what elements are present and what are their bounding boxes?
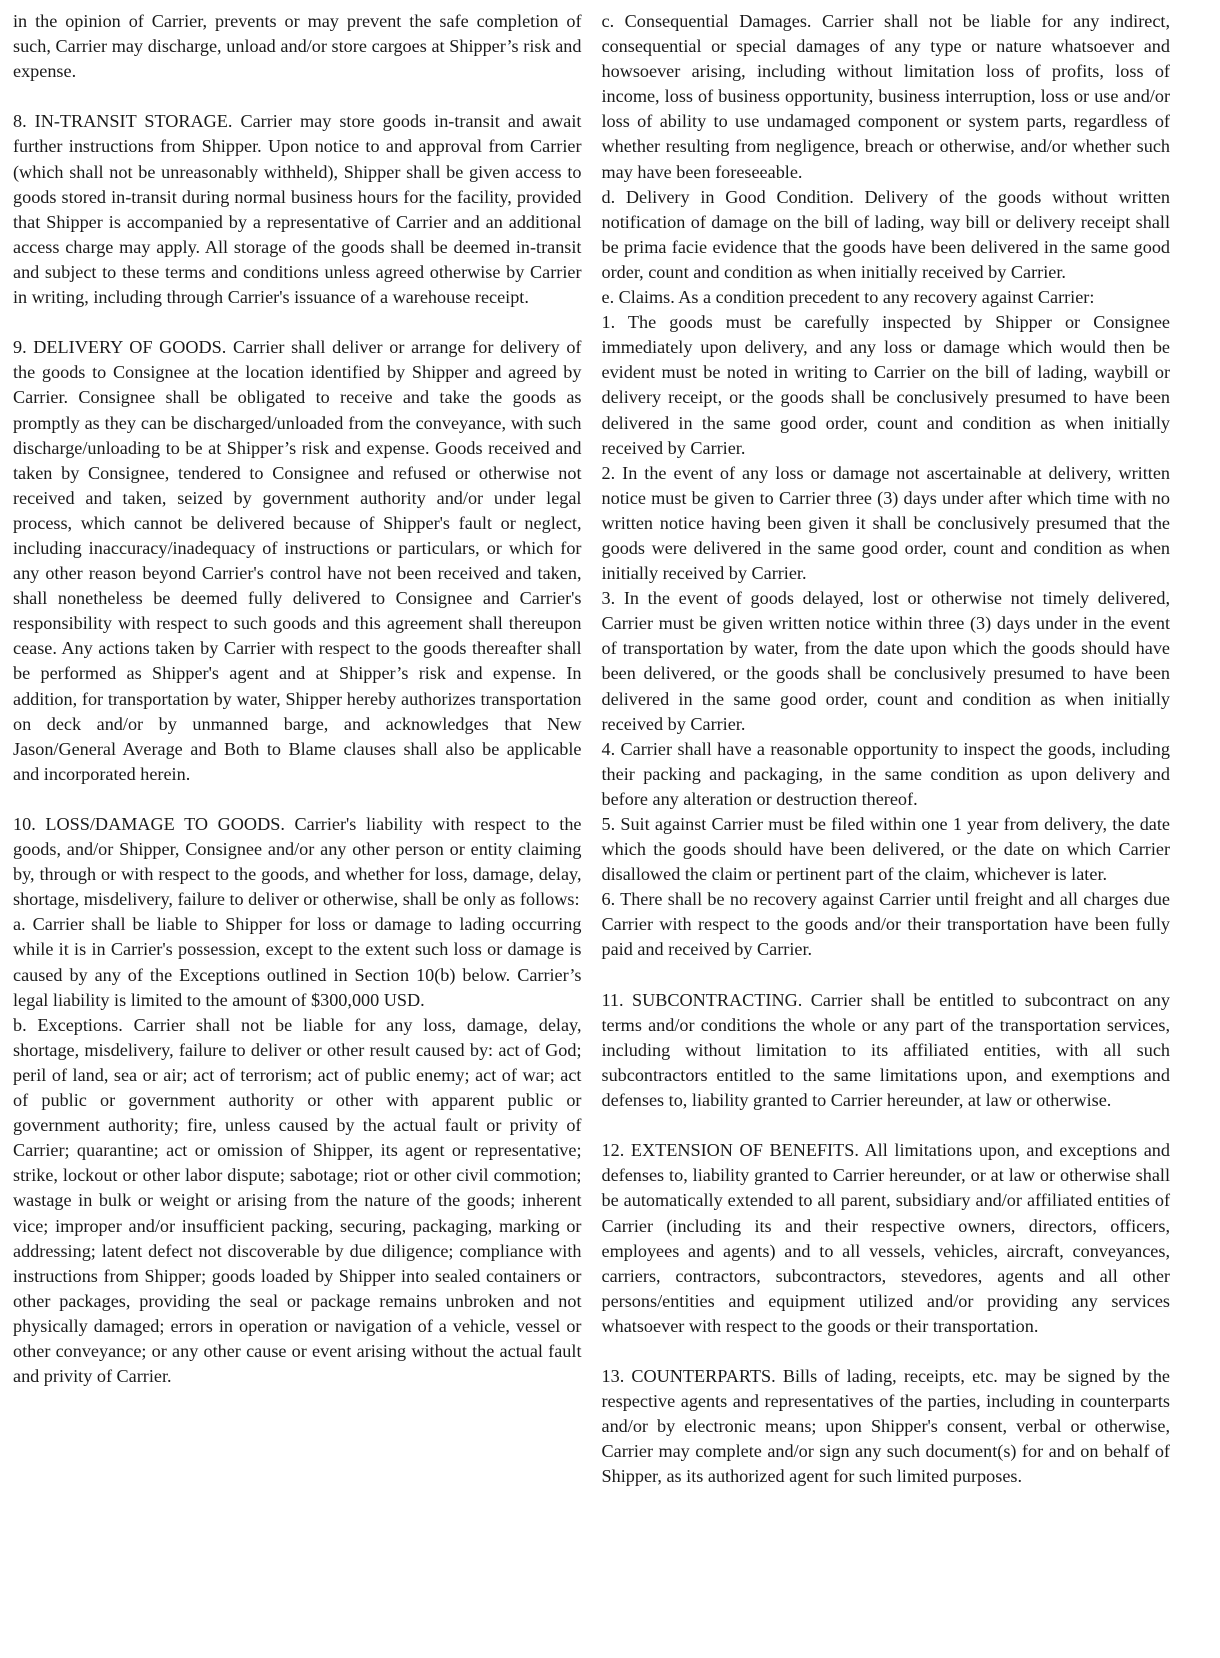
intro-paragraph: in the opinion of Carrier, prevents or may prevent the safe completion of such, Carrier may discharge, unload and/or store cargoes at Shipper’s risk and expense. (13, 11, 582, 82)
claims-item-4: 4. Carrier shall have a reasonable opportunity to inspect the goods, including their packing and packaging, in the same condition as upon delivery and before any alteration or destruction thereof. (601, 738, 1170, 809)
claims-item-1: 1. The goods must be carefully inspected by Shipper or Consignee immediately upon delivery, and any loss or damage which would then be evident must be noted in writing to Carrier on the bill of lading, waybill or delivery receipt, or the goods shall be conclusively presumed to have been delivered in the same good order, count and condition as when initially received by Carrier. (601, 312, 1170, 458)
section-10e-claims: e. Claims. As a condition precedent to any recovery against Carrier: (601, 287, 1095, 308)
paragraph-gap (602, 1339, 1171, 1364)
paragraph-gap (602, 1113, 1171, 1138)
section-10a-liability: a. Carrier shall be liable to Shipper for loss or damage to lading occurring while it is in Carrier's possession, except to the extent such loss or damage is caused by any of the Exceptions outlined in Section 10(b) below. Carrier’s legal liability is limited to the amount of $300,000 USD. (13, 914, 582, 1010)
section-10c-consequential-damages: c. Consequential Damages. Carrier shall not be liable for any indirect, consequential or special damages of any type or nature whatsoever and howsoever arising, including without limitation loss of profits, loss of income, loss of business opportunity, business interruption, loss or use and/or loss of ability to use undamaged component or system parts, regardless of whether resulting from negligence, breach or otherwise, and/or whether such may have been foreseeable. (601, 11, 1170, 182)
section-13-counterparts: 13. COUNTERPARTS. Bills of lading, receipts, etc. may be signed by the respective agents and representatives of the parties, including in counterparts and/or by electronic means; upon Shipper's consent, verbal or otherwise, Carrier may complete and/or sign any such document(s) for and on behalf of Shipper, as its authorized agent for such limited purposes. (601, 1366, 1170, 1487)
claims-item-5: 5. Suit against Carrier must be filed within one 1 year from delivery, the date which the goods should have been delivered, or the date on which Carrier disallowed the claim or pertinent part of the claim, whichever is later. (601, 814, 1170, 885)
right-column (602, 9, 1171, 1658)
paragraph-gap (13, 310, 582, 335)
section-10b-exceptions: b. Exceptions. Carrier shall not be liable for any loss, damage, delay, shortage, misdelivery, failure to deliver or other result caused by: act of God; peril of land, sea or air; act of terrorism; act of public enemy; act of war; act of public or government authority or other with apparent public or government authority; fire, unless caused by the actual fault or privity of Carrier; quarantine; act or omission of Shipper, its agent or representative; strike, lockout or other labor dispute; sabotage; riot or other civil commotion; wastage in bulk or weight or arising from the nature of the goods; inherent vice; improper and/or insufficient packing, securing, packaging, marking or addressing; latent defect not discoverable by due diligence; compliance with instructions from Shipper; goods loaded by Shipper into sealed containers or other packages, providing the seal or package remains unbroken and not physically damaged; errors in operation or navigation of a vehicle, vessel or other conveyance; or any other cause or event arising without the actual fault and privity of Carrier. (13, 1014, 582, 1387)
claims-item-2: 2. In the event of any loss or damage not ascertainable at delivery, written notice must be given to Carrier three (3) days under after which time with no written notice having been given it shall be conclusively presumed that the goods were delivered in the same good order, count and condition as when initially received by Carrier. (601, 462, 1170, 584)
paragraph-gap (602, 963, 1171, 988)
left-column (13, 9, 582, 1658)
paragraph-gap (13, 787, 582, 812)
section-8-in-transit-storage: 8. IN-TRANSIT STORAGE. Carrier may store goods in-transit and await further instructions from Shipper. Upon notice to and approval from Carrier (which shall not be unreasonably withheld), Shipper shall be given access to goods stored in-transit during normal business hours for the facility, provided that Shipper is accompanied by a representative of Carrier and an additional access charge may apply. All storage of the goods shall be deemed in-transit and subject to these terms and conditions unless agreed otherwise by Carrier in writing, including through Carrier's issuance of a warehouse receipt. (13, 111, 582, 308)
claims-item-3: 3. In the event of goods delayed, lost or otherwise not timely delivered, Carrier must be given written notice within three (3) days under in the event of transportation by water, from the date upon which the goods should have been delivered, or the goods shall be conclusively presumed to have been delivered in the same good order, count and condition as when initially received by Carrier. (601, 588, 1170, 734)
section-12-extension-of-benefits: 12. EXTENSION OF BENEFITS. All limitations upon, and exceptions and defenses to, liability granted to Carrier hereunder, or at law or otherwise shall be automatically extended to all parent, subsidiary and/or affiliated entities of Carrier (including its and their respective owners, directors, officers, employees and agents) and to all vessels, vehicles, aircraft, conveyances, carriers, contractors, subcontractors, stevedores, agents and all other persons/entities and equipment utilized and/or providing any services whatsoever with respect to the goods or their transportation. (601, 1140, 1170, 1336)
section-11-subcontracting: 11. SUBCONTRACTING. Carrier shall be entitled to subcontract on any terms and/or conditions the whole or any part of the transportation services, including without limitation to its affiliated entities, with all such subcontractors entitled to the same limitations upon, and exemptions and defenses to, liability granted to Carrier hereunder, at law or otherwise. (601, 989, 1170, 1111)
claims-item-6: 6. There shall be no recovery against Carrier until freight and all charges due Carrier with respect to the goods and/or their transportation have been fully paid and received by Carrier. (601, 889, 1170, 960)
section-10-loss-damage: 10. LOSS/DAMAGE TO GOODS. Carrier's liability with respect to the goods, and/or Shipper, Consignee and/or any other person or entity claiming by, through or with respect to the goods, and whether for loss, damage, delay, shortage, misdelivery, failure to deliver or otherwise, shall be only as follows: (13, 814, 582, 910)
paragraph-gap (13, 84, 582, 109)
section-10d-delivery-good-condition: d. Delivery in Good Condition. Delivery of the goods without written notification of damage on the bill of lading, way bill or delivery receipt shall be prima facie evidence that the goods have been delivered in the same good order, count and condition as when initially received by Carrier. (601, 186, 1170, 282)
section-9-delivery-of-goods: 9. DELIVERY OF GOODS. Carrier shall deliver or arrange for delivery of the goods to Consignee at the location identified by Shipper and agreed by Carrier. Consignee shall be obligated to receive and take the goods as promptly as they can be discharged/unloaded from the conveyance, with such discharge/unloading to be at Shipper’s risk and expense. Goods received and taken by Consignee, tendered to Consignee and refused or otherwise not received and taken, seized by government authority and/or under legal process, which cannot be delivered because of Shipper's fault or neglect, including inaccuracy/inadequacy of instructions or particulars, or which for any other reason beyond Carrier's control have not been received and taken, shall nonetheless be deemed fully delivered to Consignee and Carrier's responsibility with respect to such goods and this agreement shall thereupon cease. Any actions taken by Carrier with respect to the goods thereafter shall be performed as Shipper's agent and at Shipper’s risk and expense. In addition, for transportation by water, Shipper hereby authorizes transportation on deck and/or by unmanned barge, and acknowledges that New Jason/General Average and Both to Blame clauses shall also be applicable and incorporated herein. (13, 337, 582, 784)
